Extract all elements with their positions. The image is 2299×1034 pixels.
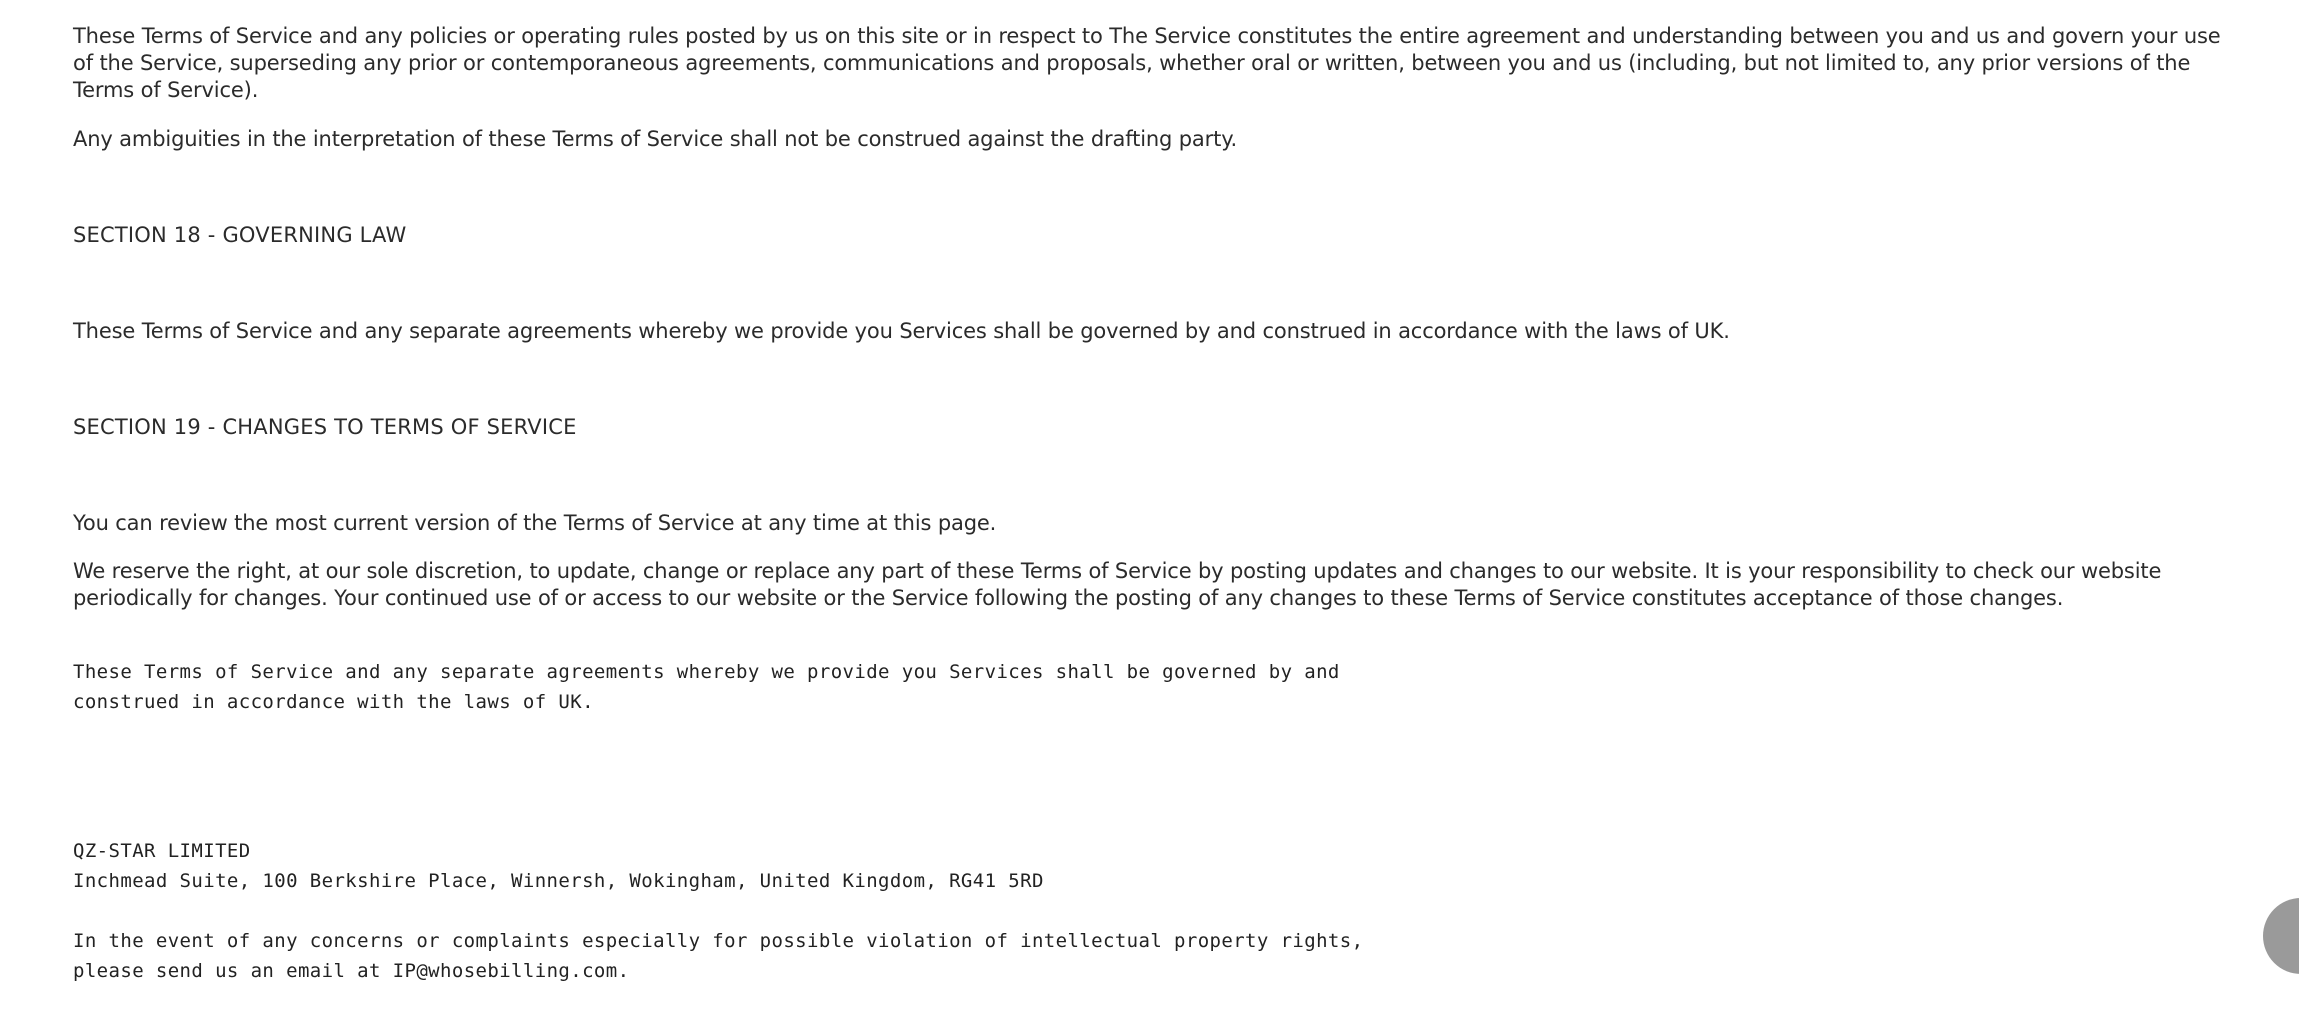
governing-law-mono-line-1: These Terms of Service and any separate agreements whereby we provide you Services shall be governed by and (73, 661, 1340, 683)
company-address: Inchmead Suite, 100 Berkshire Place, Winnersh, Wokingham, United Kingdom, RG41 5RD (73, 870, 1044, 892)
concerns-line-1: In the event of any concerns or complaints especially for possible violation of intellectual property rights, (73, 930, 1364, 952)
company-name: QZ-STAR LIMITED (73, 840, 251, 862)
section-19-reserve-paragraph: We reserve the right, at our sole discretion, to update, change or replace any part of these Terms of Service by posting updates and changes to our website. It is your responsibility to check our website periodically for changes. Your continued use of or access to our website or the Service following the posting of any changes to these Terms of Service constitutes acceptance of those changes. (73, 559, 2162, 610)
concerns-line-2 (73, 956, 629, 986)
governing-law-mono-line-2: construed in accordance with the laws of UK. (73, 691, 594, 713)
chat-widget-button[interactable] (2263, 898, 2299, 974)
concerns-line-2-suffix: . (617, 960, 630, 982)
entire-agreement-paragraph: These Terms of Service and any policies or operating rules posted by us on this site or in respect to The Service constitutes the entire agreement and understanding between you and us and govern your use of the Service, superseding any prior or contemporaneous agreements, communications and proposals, whether oral or written, between you and us (including, but not limited to, any prior versions of the Terms of Service). (73, 24, 2221, 102)
contact-email-link[interactable]: IP@whosebilling.com (392, 960, 618, 982)
section-18-heading: SECTION 18 - GOVERNING LAW (73, 223, 407, 247)
concerns-line-2-prefix: please send us an email at (73, 960, 393, 982)
section-18-body: These Terms of Service and any separate agreements whereby we provide you Services shall be governed by and construed in accordance with the laws of UK. (73, 319, 1730, 343)
ambiguities-paragraph: Any ambiguities in the interpretation of these Terms of Service shall not be construed against the drafting party. (73, 127, 1238, 151)
section-19-review-paragraph: You can review the most current version of the Terms of Service at any time at this page. (73, 511, 997, 535)
section-19-heading: SECTION 19 - CHANGES TO TERMS OF SERVICE (73, 415, 577, 439)
